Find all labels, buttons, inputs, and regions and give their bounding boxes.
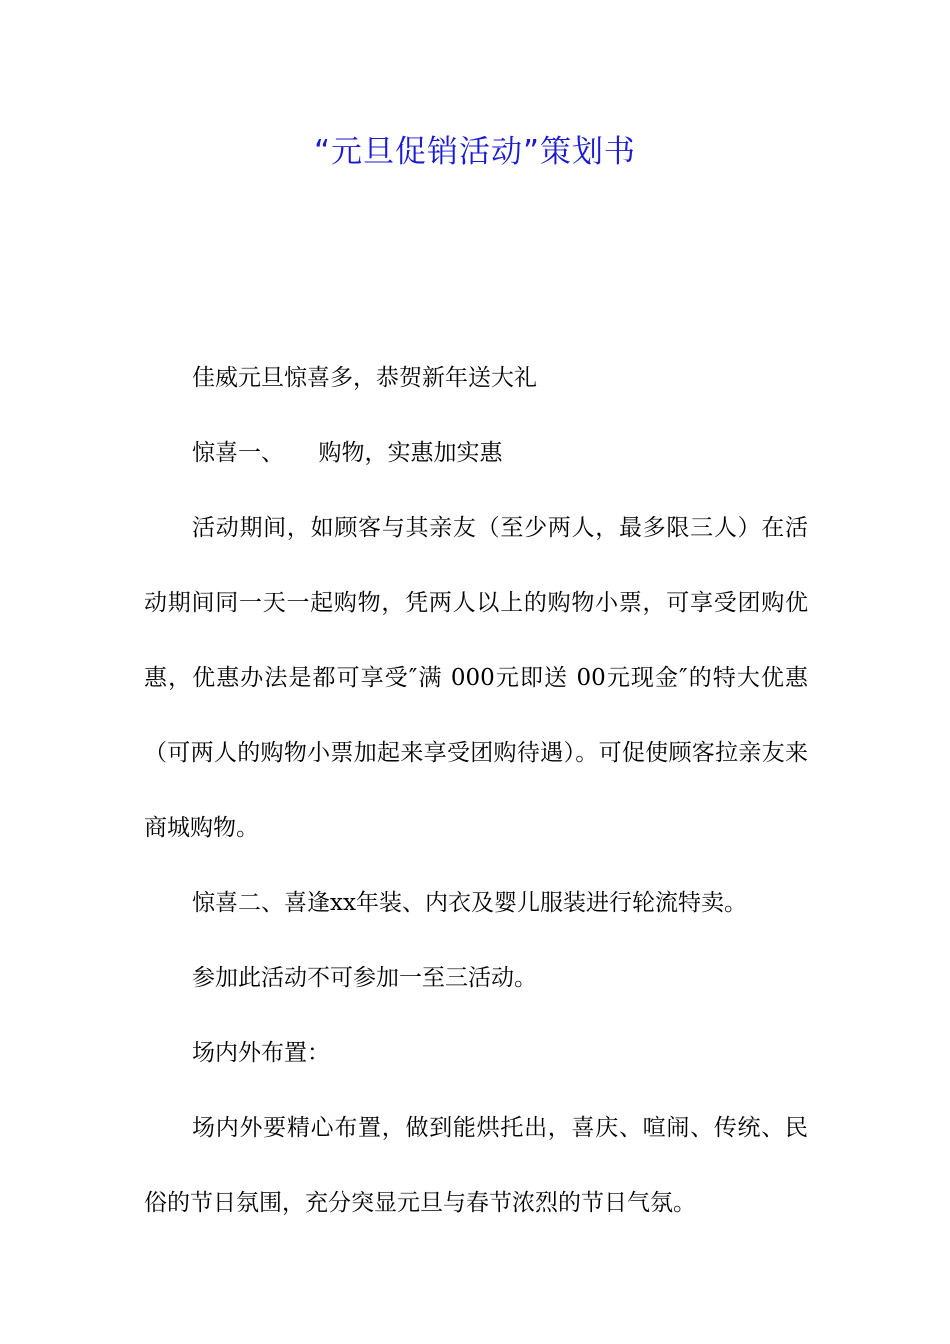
- paragraph-venue-decoration: 场内外要精心布置，做到能烘托出，喜庆、喧闹、传统、民俗的节日氛围，充分突显元旦与春节浓烈的节日气氛。: [144, 1115, 808, 1216]
- paragraph-surprise-one: 惊喜一、 购物，实惠加实惠: [192, 440, 503, 466]
- paragraph-surprise-two: 惊喜二、喜逢xx年装、内衣及婴儿服装进行轮流特卖。: [192, 890, 747, 916]
- document-title: “元旦促销活动”策划书: [313, 134, 637, 170]
- paragraph-venue-heading: 场内外布置：: [192, 1040, 330, 1066]
- document-body: [144, 341, 808, 1241]
- paragraph-participation-rule: 参加此活动不可参加一至三活动。: [192, 965, 537, 991]
- paragraph-group-purchase: 活动期间，如顾客与其亲友（至少两人，最多限三人）在活动期间同一天一起购物，凭两人以上的购物小票，可享受团购优惠，优惠办法是都可享受″满 000元即送 00元现金″的特大优惠（可两人的购物小票加起来享受团购待遇）。可促使顾客拉亲友来商城购物。: [144, 515, 808, 841]
- paragraph-headline: 佳威元旦惊喜多，恭贺新年送大礼: [192, 365, 537, 391]
